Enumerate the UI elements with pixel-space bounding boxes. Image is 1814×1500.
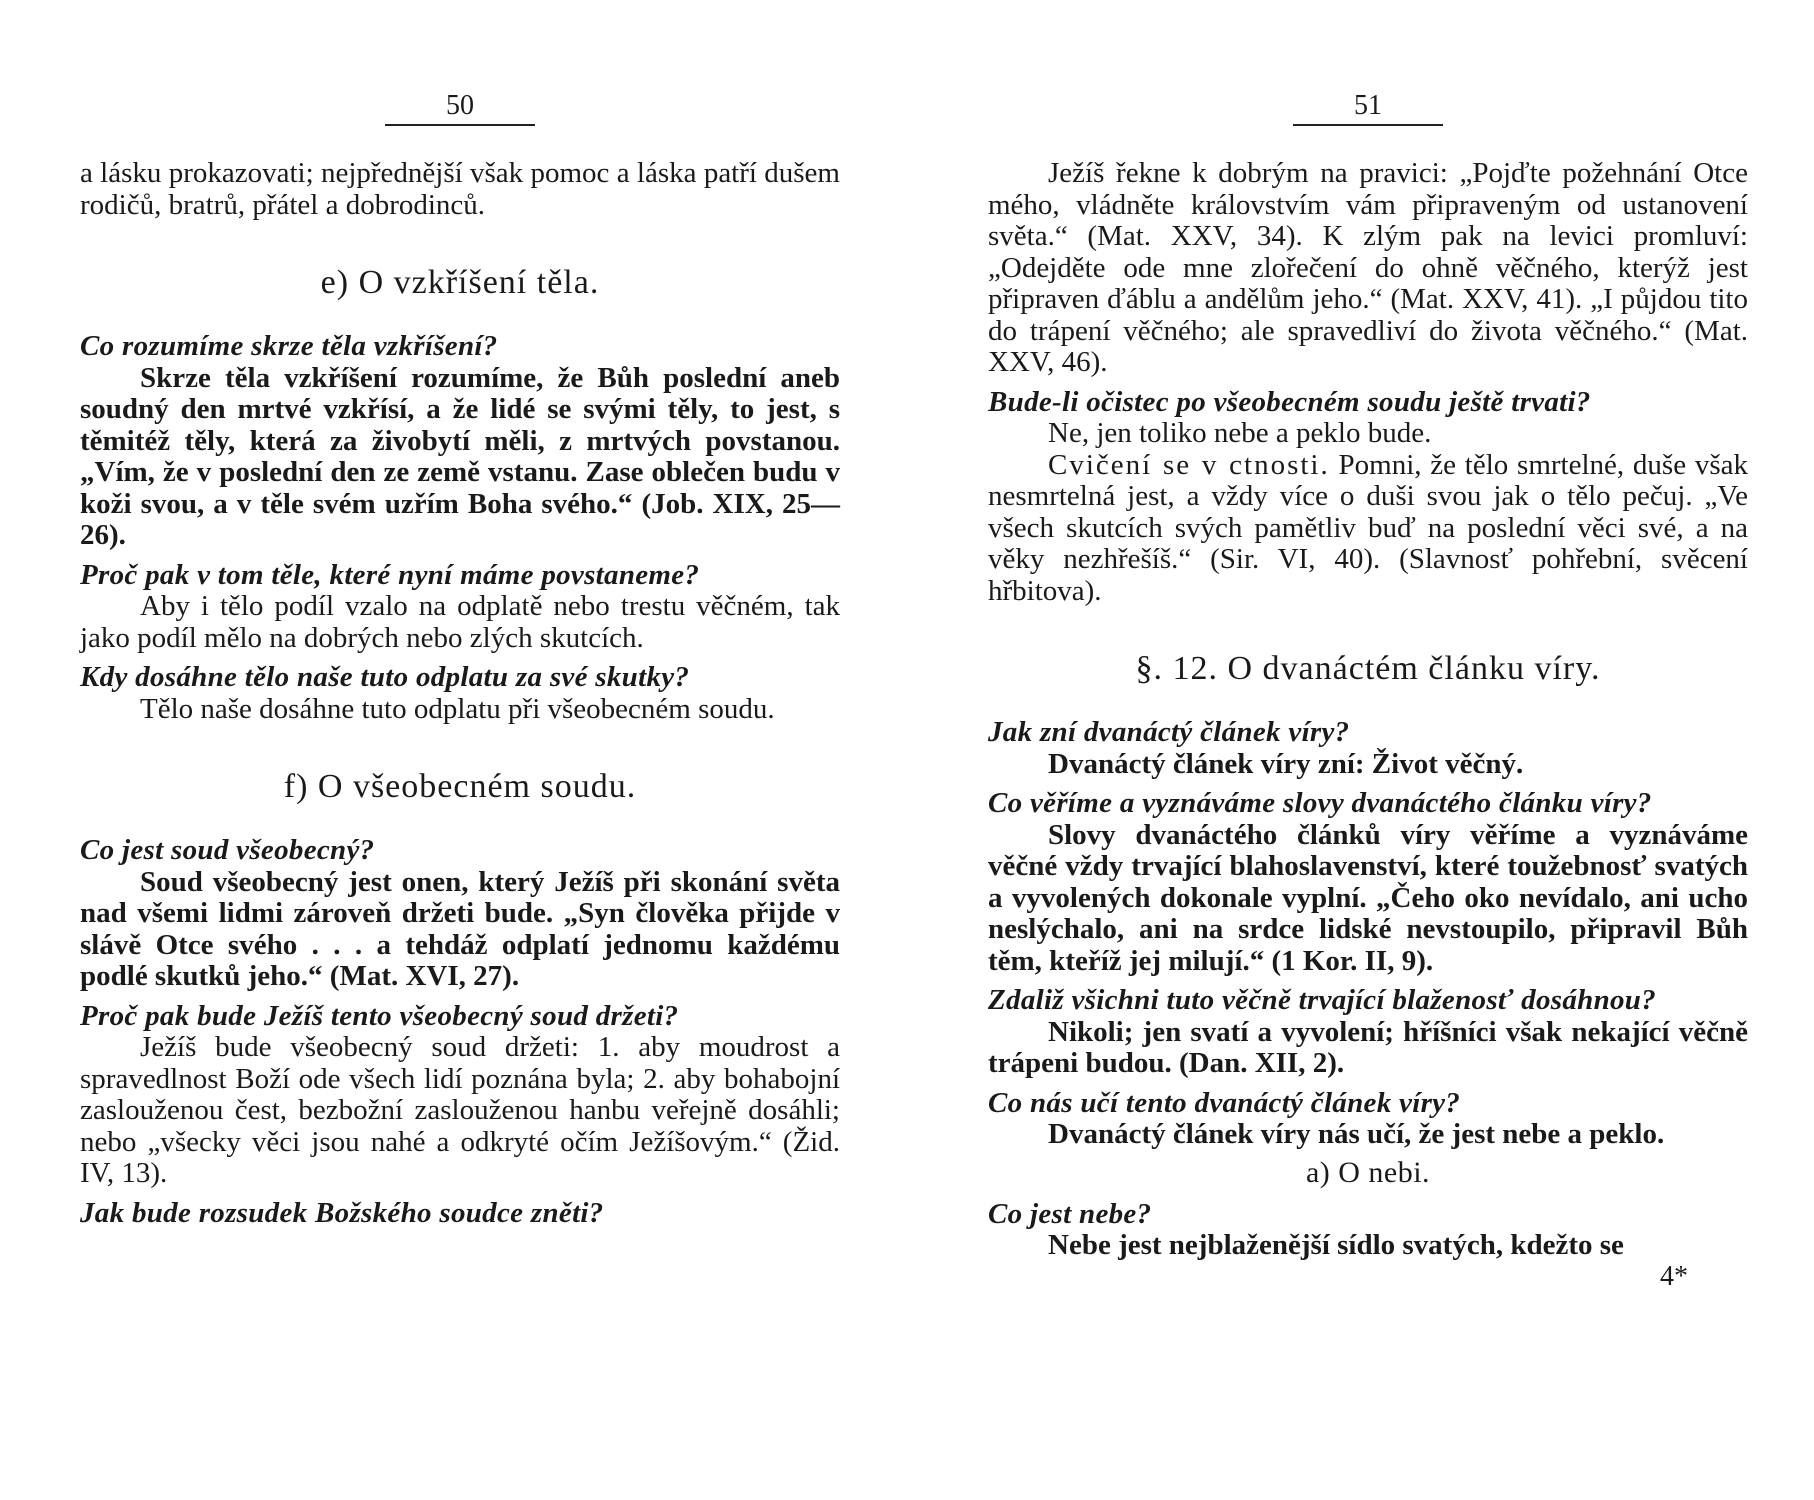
section-heading-12: §. 12. O dvanáctém článku víry. <box>1135 650 1601 687</box>
answer: Ježíš bude všeobecný soud držeti: 1. aby moudrost a spravedlnost Boží ode všech lidí poznána byla; 2. aby bohabojní zaslouženou čest, bezbožní zaslouženou hanbu veřejně dosáhli; nebo „všecky věci jsou nahé a odkryté očím Ježíšovým.“ (Žid. IV, 13). <box>80 1031 840 1189</box>
question: Co rozumíme skrze těla vzkříšení? <box>80 330 498 362</box>
question: Proč pak bude Ježíš tento všeobecný soud držeti? <box>80 999 679 1032</box>
question: Co jest soud všeobecný? <box>80 834 375 866</box>
answer: Ježíš řekne k dobrým na pravici: „Pojďte požehnání Otce mého, vládněte královstvím vám připraveným od ustanovení světa.“ (Mat. XXV, 34). K zlým pak na levici promluví: „Odejděte ode mne zlořečení do ohně věčného, kterýž jest připraven ďáblu a andělům jeho.“ (Mat. XXV, 41). „I půjdou tito do trápení věčného; ale spravedliví do života věčného.“ (Mat. XXV, 46). <box>988 157 1748 378</box>
answer: Ne, jen toliko nebe a peklo bude. <box>1048 417 1432 449</box>
question: Bude-li očistec po všeobecném soudu ještě trvati? <box>988 385 1591 418</box>
virtue-exercise-text: Pomni, že tělo smrtelné, duše však nesmrtelná jest, a vždy více o duši svou jak o tělo pečuj. „Ve všech skutcích svých pamětliv buď na poslední věci své, a na věky nezhřešíš.“ (Sir. VI, 40). (Slavnosť pohřební, svěcení hřbitova). <box>988 448 1749 607</box>
answer: Skrze těla vzkříšení rozumíme, že Bůh poslední aneb soudný den mrtvé vzkřísí, a že lidé se svými těly, to jest, s těmitéž těly, která za živobytí měli, z mrtvých povstanou. „Vím, že v poslední den ze země vstanu. Zase oblečen budu v koži svou, a v těle svém uzřím Boha svého.“ (Job. XIX, 25—26). <box>80 361 840 551</box>
page-number: 51 <box>1354 90 1382 121</box>
continued-paragraph: a lásku prokazovati; nejpřednější však pomoc a láska patří dušem rodičů, bratrů, přátel a dobrodinců. <box>80 157 840 221</box>
answer: Slovy dvanáctého článků víry věříme a vyznáváme věčné vždy trvající blahoslavenství, které toužebnosť svatých a vyvolených dokonale vyplní. „Čeho oko nevídalo, ani ucho neslýchalo, ani na srdce lidské nevstoupilo, připravil Bůh těm, kteříž jej milují.“ (1 Kor. II, 9). <box>988 818 1748 977</box>
answer: Dvanáctý článek víry nás učí, že jest nebe a peklo. <box>1048 1118 1665 1150</box>
section-heading-a: a) O nebi. <box>1305 1155 1431 1189</box>
answer: Nikoli; jen svatí a vyvolení; hříšníci však nekající věčně trápeni budou. (Dan. XII, 2). <box>988 1015 1748 1079</box>
question: Co věříme a vyznáváme slovy dvanáctého článku víry? <box>988 787 1652 819</box>
answer: Nebe jest nejblaženější sídlo svatých, kdežto se <box>1048 1229 1624 1261</box>
question: Jak bude rozsudek Božského soudce zněti? <box>80 1196 604 1229</box>
signature-mark: 4* <box>1660 1260 1688 1292</box>
virtue-exercise-label: Cvičení se v ctnosti. <box>1048 448 1330 481</box>
question: Jak zní dvanáctý článek víry? <box>988 716 1350 748</box>
question: Kdy dosáhne tělo naše tuto odplatu za své skutky? <box>80 661 690 693</box>
answer: Tělo naše dosáhne tuto odplatu při všeobecném soudu. <box>140 692 775 725</box>
page-number-rule <box>385 124 535 126</box>
page-number-rule <box>1293 124 1443 126</box>
right-page-content <box>988 158 1748 1292</box>
left-page <box>80 0 840 1500</box>
answer: Soud všeobecný jest onen, který Ježíš při skonání světa nad všemi lidmi zároveň držeti bude. „Syn člověka přijde v slávě Otce svého . . . a tehdáž odplatí jednomu každému podlé skutků jeho.“ (Mat. XVI, 27). <box>80 865 840 992</box>
question: Co jest nebe? <box>988 1197 1152 1230</box>
section-heading-f: f) O všeobecném soudu. <box>283 768 637 805</box>
section-heading-e: e) O vzkříšení těla. <box>320 264 600 301</box>
question: Co nás učí tento dvanáctý článek víry? <box>988 1086 1461 1119</box>
answer: Aby i tělo podíl vzalo na odplatě nebo trestu věčném, tak jako podíl mělo na dobrých nebo zlých skutcích. <box>80 590 840 654</box>
answer: Dvanáctý článek víry zní: Život věčný. <box>1048 747 1524 780</box>
right-page <box>988 0 1748 1500</box>
left-page-content <box>80 158 840 1229</box>
question: Zdaliž všichni tuto věčně trvající blaženosť dosáhnou? <box>988 984 1657 1016</box>
question: Proč pak v tom těle, které nyní máme povstaneme? <box>80 558 700 591</box>
virtue-exercise <box>988 450 1748 608</box>
page-number: 50 <box>446 90 474 121</box>
